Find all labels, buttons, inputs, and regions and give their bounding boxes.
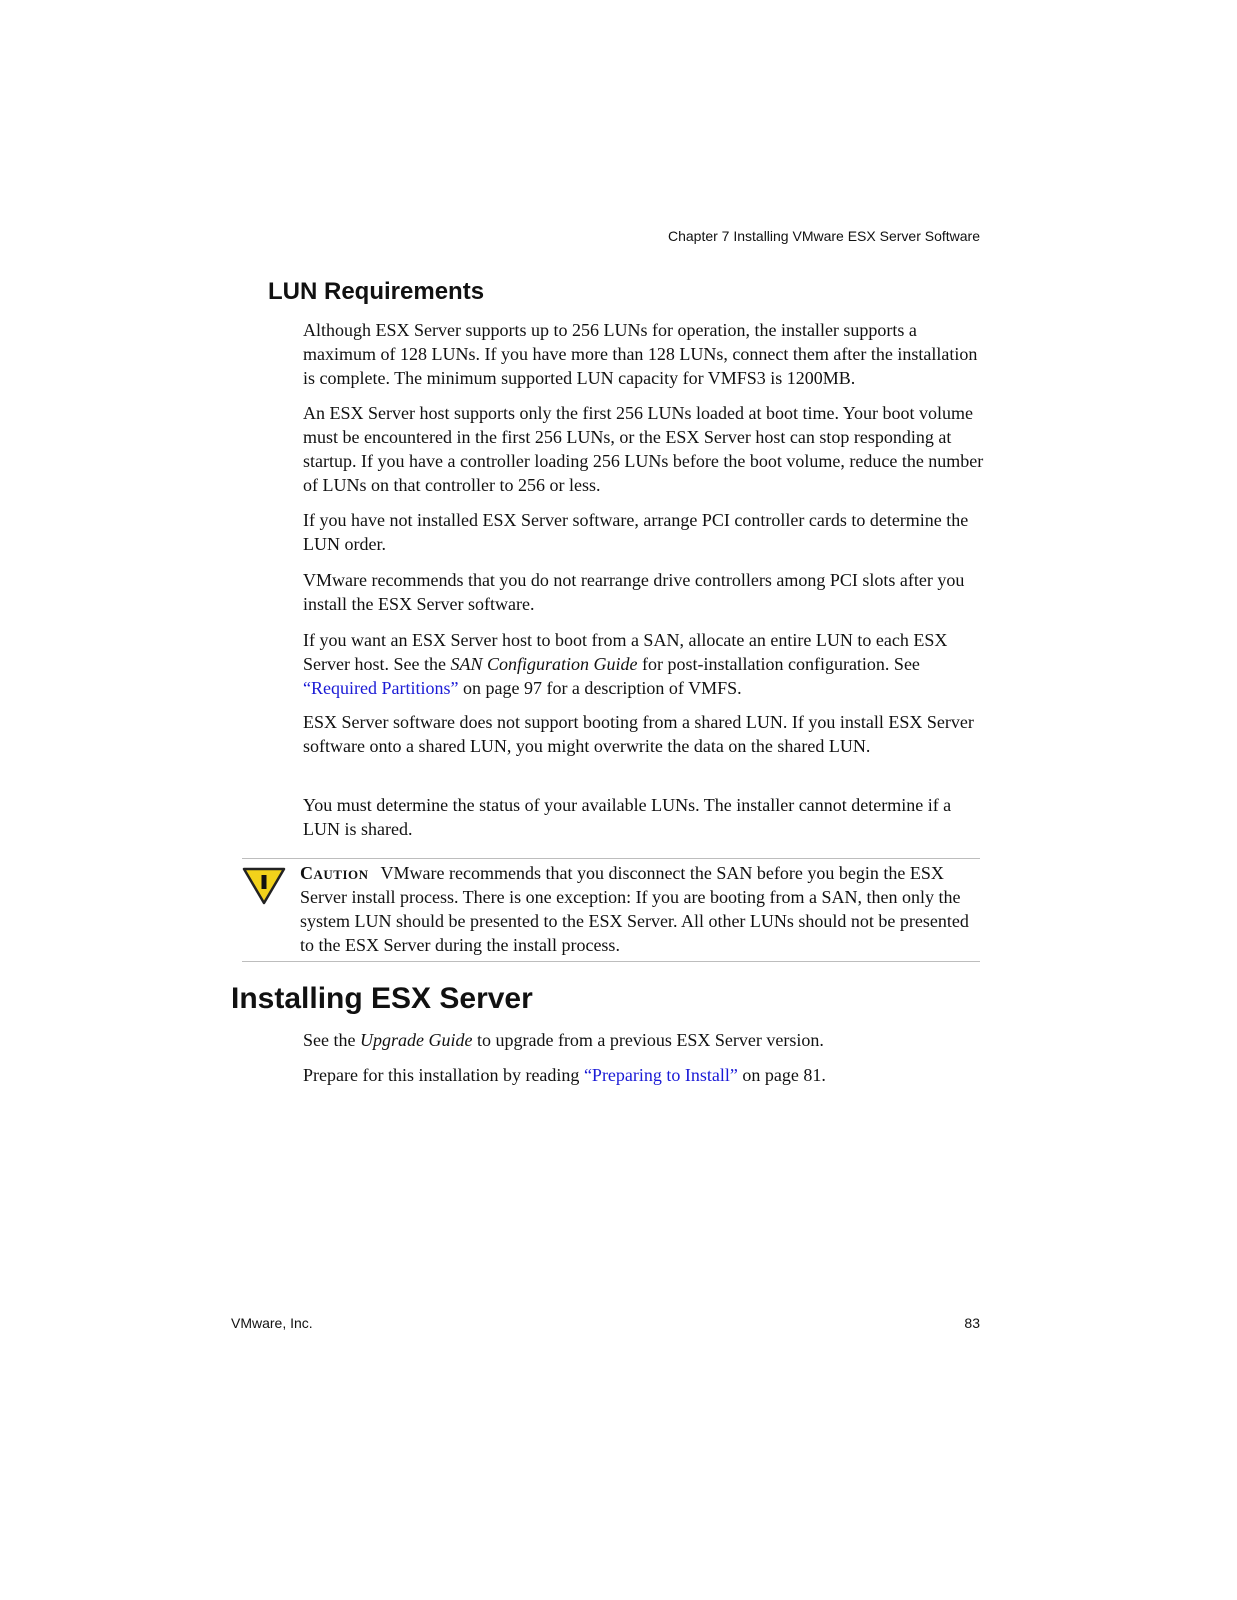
paragraph-lun-limit: Although ESX Server supports up to 256 LUNs for operation, the installer supports a maximum of 128 LUNs. If you have more than 128 LUNs, connect them after the installation is complete. The minimum supported LUN capacity for VMFS3 is 1200MB. (303, 320, 978, 388)
text-segment: See the (303, 1030, 360, 1050)
caution-label: Caution (300, 863, 369, 883)
caution-triangle-icon (242, 866, 286, 906)
text-segment: on page 81. (737, 1065, 826, 1085)
link-preparing-to-install[interactable]: “Preparing to Install” (583, 1065, 738, 1085)
section-heading-installing-esx-server: Installing ESX Server (231, 982, 533, 1015)
link-required-partitions[interactable]: “Required Partitions” (303, 678, 459, 698)
paragraph-san-boot (303, 628, 988, 700)
paragraph-boot-luns: An ESX Server host supports only the first 256 LUNs loaded at boot time. Your boot volume must be encountered in the first 256 LUNs, or the ESX Server host can stop responding at startup. If you have a controller loading 256 LUNs before the boot volume, reduce the number of LUNs on that controller to 256 or less. (303, 403, 984, 495)
paragraph-pci-order: If you have not installed ESX Server software, arrange PCI controller cards to determine the LUN order. (303, 510, 969, 554)
caution-text: VMware recommends that you disconnect the SAN before you begin the ESX Server install process. There is one exception: If you are booting from a SAN, then only the system LUN should be presented to the ESX Server. All other LUNs should not be presented to the ESX Server during the install process. (300, 863, 969, 955)
text-segment: for post-installation configuration. See (637, 654, 920, 674)
footer-page-number: 83 (964, 1315, 980, 1331)
doc-title-san-configuration-guide: SAN Configuration Guide (450, 654, 638, 674)
doc-title-upgrade-guide: Upgrade Guide (359, 1030, 473, 1050)
paragraph-lun-status: You must determine the status of your available LUNs. The installer cannot determine if a LUN is shared. (303, 795, 952, 839)
text-segment: on page 97 for a description of VMFS. (458, 678, 742, 698)
text-segment: to upgrade from a previous ESX Server version. (472, 1030, 824, 1050)
text-segment: If you want an ESX Server host to boot from a SAN, allocate an entire LUN to each ESX Server host. See the (303, 630, 948, 674)
paragraph-upgrade-guide (303, 1028, 988, 1052)
text-segment: Prepare for this installation by reading (303, 1065, 584, 1085)
section-heading-lun-requirements: LUN Requirements (268, 278, 485, 305)
footer-company: VMware, Inc. (231, 1315, 313, 1331)
paragraph-controllers: VMware recommends that you do not rearrange drive controllers among PCI slots after you install the ESX Server software. (303, 570, 965, 614)
caution-note (300, 861, 985, 957)
paragraph-shared-lun: ESX Server software does not support booting from a shared LUN. If you install ESX Server software onto a shared LUN, you might overwrite the data on the shared LUN. (303, 712, 974, 756)
running-header: Chapter 7 Installing VMware ESX Server Software (667, 228, 980, 244)
paragraph-prepare (303, 1063, 988, 1087)
